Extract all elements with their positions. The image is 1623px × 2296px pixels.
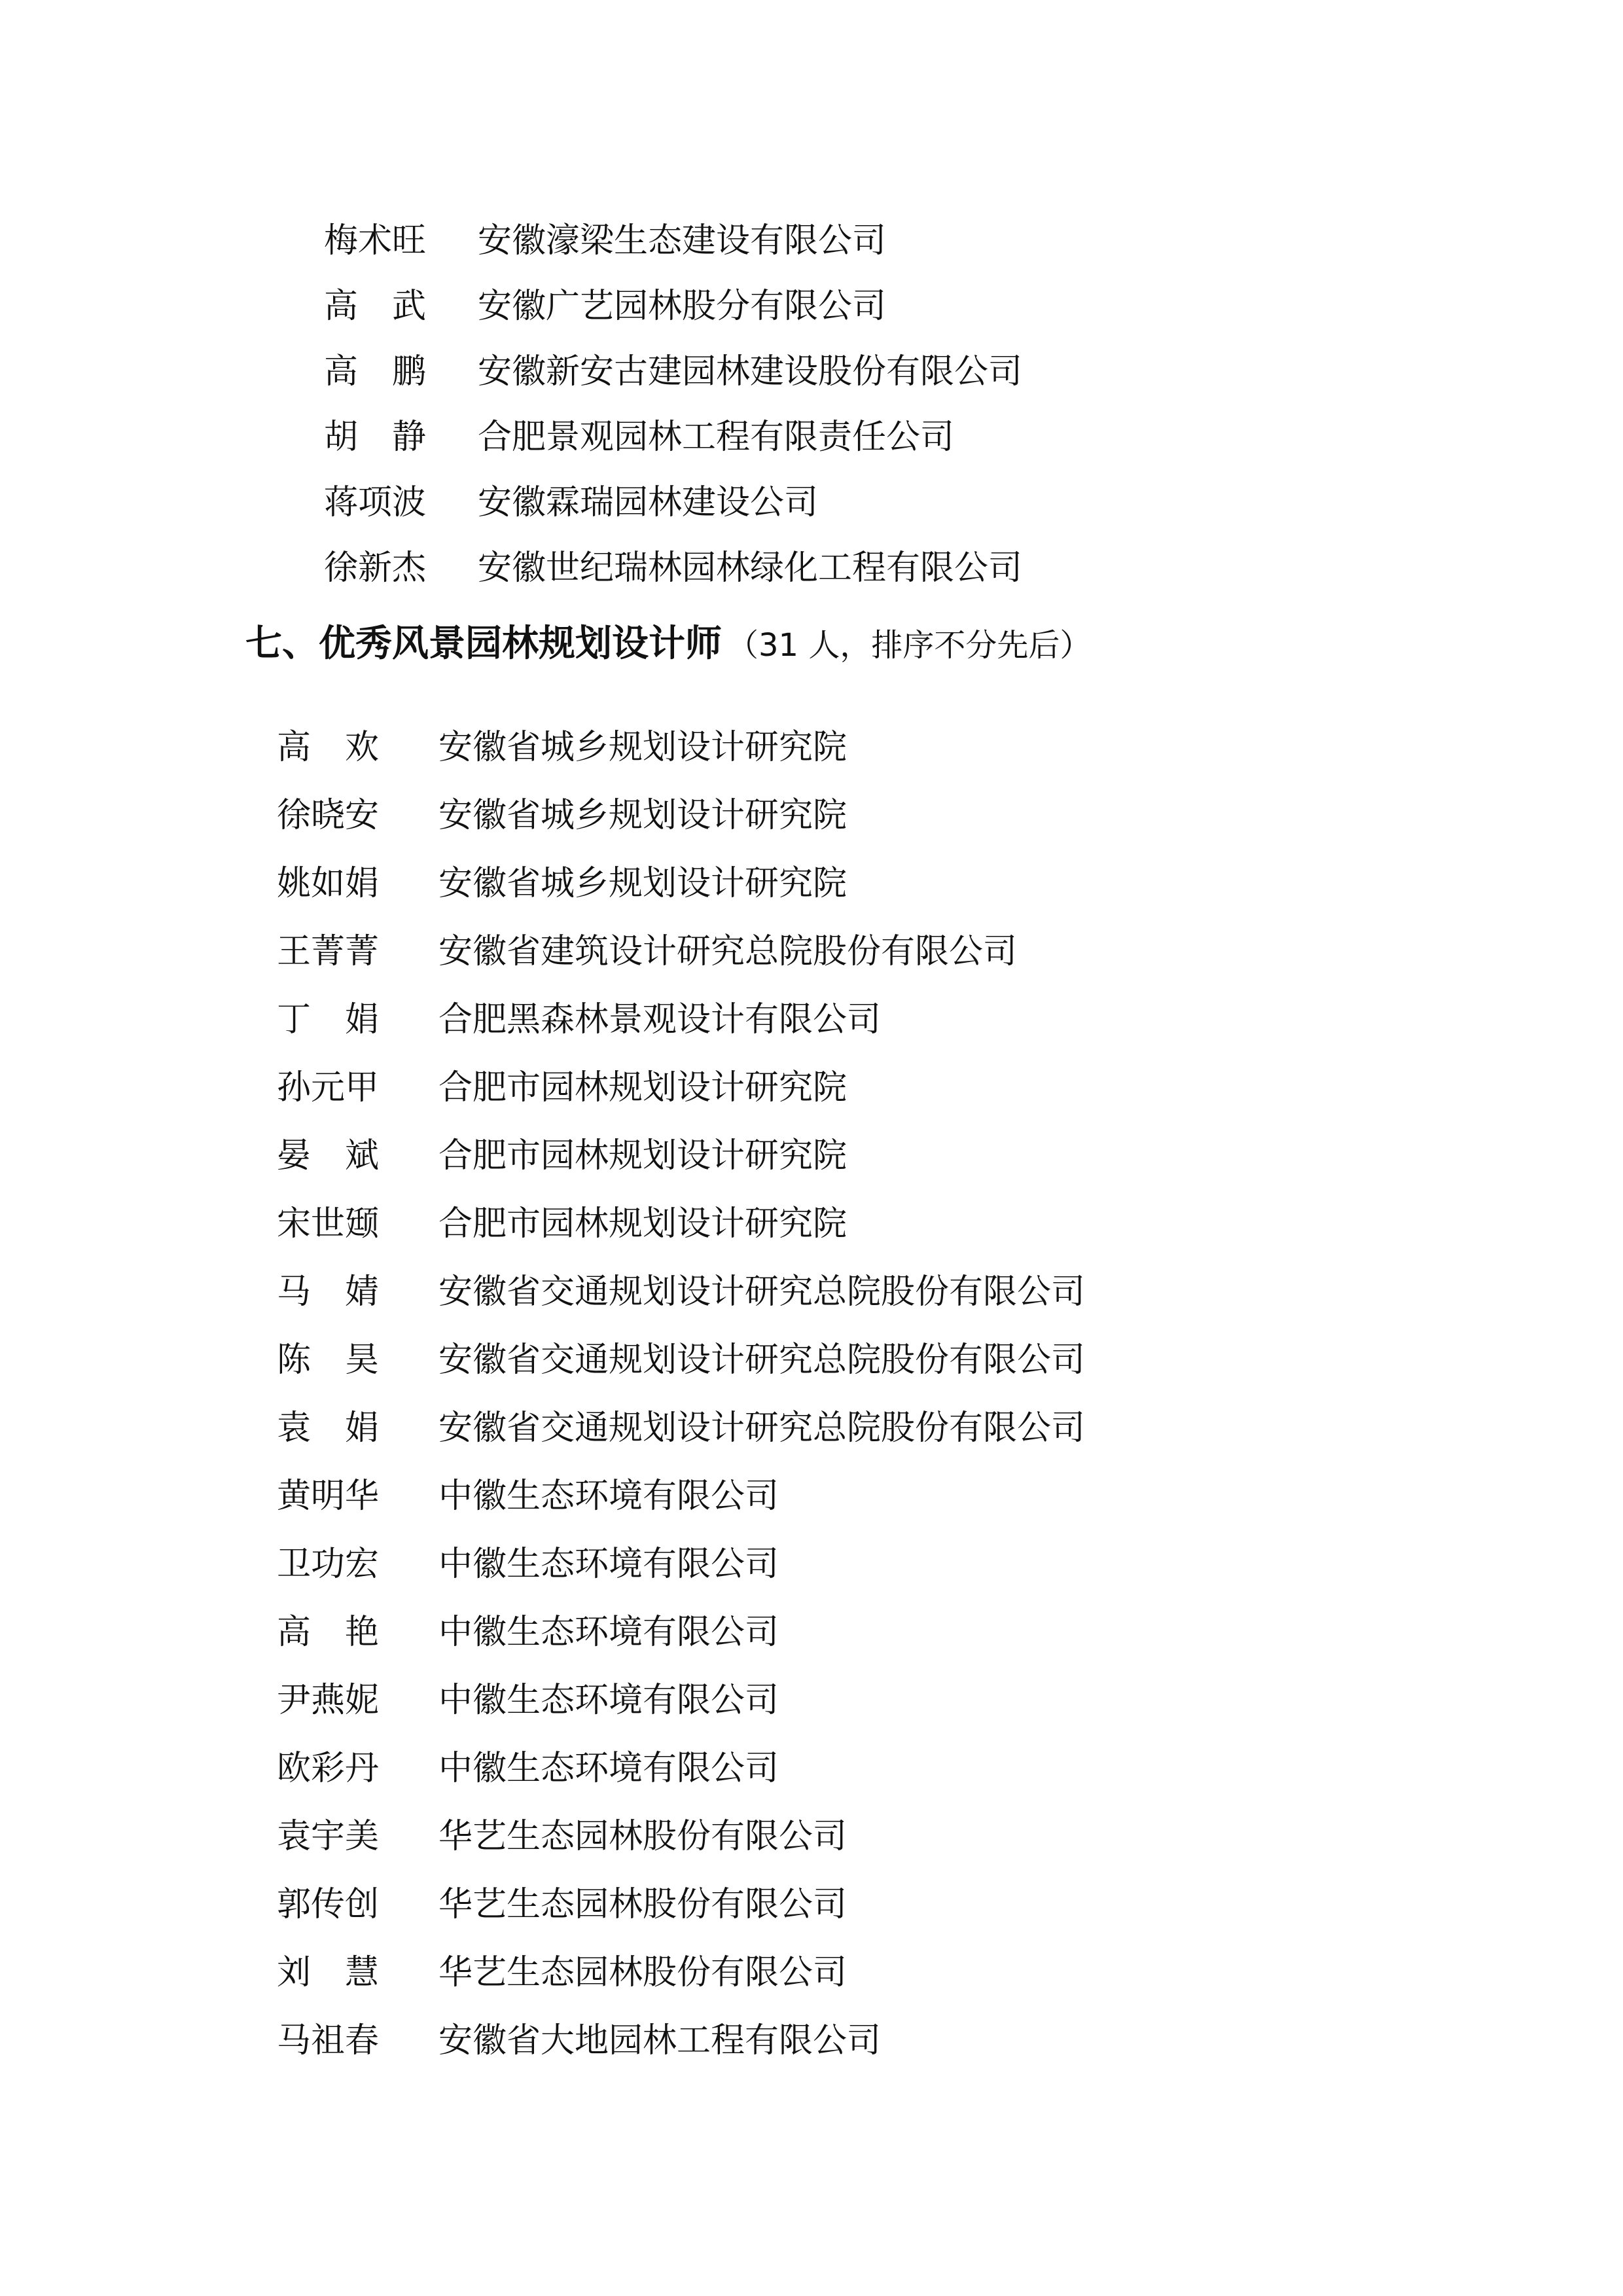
list-item <box>0 781 1085 850</box>
organization-name: 安徽广艺园林股分有限公司 <box>478 287 887 326</box>
person-name: 尹燕妮 <box>277 1681 380 1720</box>
person-name: 马祖春 <box>277 2021 380 2060</box>
person-name: 王菁菁 <box>277 932 380 971</box>
section-heading <box>245 622 1092 665</box>
organization-name: 中徽生态环境有限公司 <box>438 1477 779 1516</box>
list-item <box>0 274 1022 339</box>
list-item <box>0 404 1022 470</box>
person-name: 胡 静 <box>324 418 427 457</box>
organization-name: 合肥黑森林景观设计有限公司 <box>438 1000 882 1039</box>
list-item <box>0 918 1085 986</box>
organization-name: 安徽霖瑞园林建设公司 <box>478 483 819 522</box>
organization-name: 合肥市园林规划设计研究院 <box>438 1068 847 1107</box>
list-item <box>0 1122 1085 1190</box>
organization-name: 中徽生态环境有限公司 <box>438 1613 779 1652</box>
organization-name: 中徽生态环境有限公司 <box>438 1749 779 1788</box>
person-name: 丁 娟 <box>277 1000 380 1039</box>
organization-name: 中徽生态环境有限公司 <box>438 1681 779 1720</box>
organization-name: 华艺生态园林股份有限公司 <box>438 1885 847 1924</box>
organization-name: 安徽省城乡规划设计研究院 <box>438 728 847 767</box>
person-name: 高 鹏 <box>324 352 427 391</box>
section-note: （31 人，排序不分先后） <box>727 627 1092 664</box>
person-name: 黄明华 <box>277 1477 380 1516</box>
organization-name: 安徽新安古建园林建设股份有限公司 <box>478 352 1023 391</box>
list-item <box>0 535 1022 601</box>
organization-name: 安徽省城乡规划设计研究院 <box>438 796 847 835</box>
organization-name: 中徽生态环境有限公司 <box>438 1545 779 1584</box>
person-name: 欧彩丹 <box>277 1749 380 1788</box>
list-item <box>0 1598 1085 1666</box>
organization-name: 安徽省建筑设计研究总院股份有限公司 <box>438 932 1018 971</box>
person-name: 徐晓安 <box>277 796 380 835</box>
list-item <box>0 339 1022 404</box>
person-name: 孙元甲 <box>277 1068 380 1107</box>
person-name: 郭传创 <box>277 1885 380 1924</box>
list-item <box>0 2007 1085 2075</box>
organization-name: 华艺生态园林股份有限公司 <box>438 1817 847 1856</box>
list-item <box>0 1939 1085 2007</box>
organization-name: 安徽濠梁生态建设有限公司 <box>478 221 887 260</box>
designers-list <box>0 713 1085 2075</box>
list-item <box>0 1394 1085 1462</box>
list-item <box>0 1530 1085 1598</box>
list-item <box>0 208 1022 274</box>
organization-name: 合肥市园林规划设计研究院 <box>438 1204 847 1244</box>
person-name: 陈 昊 <box>277 1340 380 1380</box>
previous-section-list <box>0 208 1022 601</box>
organization-name: 安徽省交通规划设计研究总院股份有限公司 <box>438 1340 1086 1380</box>
organization-name: 安徽省城乡规划设计研究院 <box>438 864 847 903</box>
list-item <box>0 1258 1085 1326</box>
organization-name: 安徽世纪瑞林园林绿化工程有限公司 <box>478 548 1023 588</box>
organization-name: 安徽省交通规划设计研究总院股份有限公司 <box>438 1408 1086 1448</box>
person-name: 高 武 <box>324 287 427 326</box>
person-name: 马 婧 <box>277 1272 380 1312</box>
list-item <box>0 1190 1085 1258</box>
person-name: 袁 娟 <box>277 1408 380 1448</box>
person-name: 晏 斌 <box>277 1136 380 1175</box>
person-name: 蒋项波 <box>324 483 427 522</box>
list-item <box>0 713 1085 781</box>
organization-name: 安徽省交通规划设计研究总院股份有限公司 <box>438 1272 1086 1312</box>
list-item <box>0 1734 1085 1803</box>
organization-name: 安徽省大地园林工程有限公司 <box>438 2021 882 2060</box>
list-item <box>0 1871 1085 1939</box>
list-item <box>0 1803 1085 1871</box>
section-title: 七、优秀风景园林规划设计师 <box>245 622 722 665</box>
person-name: 徐新杰 <box>324 548 427 588</box>
organization-name: 合肥市园林规划设计研究院 <box>438 1136 847 1175</box>
list-item <box>0 470 1022 535</box>
list-item <box>0 1666 1085 1734</box>
list-item <box>0 850 1085 918</box>
person-name: 高 欢 <box>277 728 380 767</box>
person-name: 宋世颋 <box>277 1204 380 1244</box>
list-item <box>0 1462 1085 1530</box>
organization-name: 合肥景观园林工程有限责任公司 <box>478 418 955 457</box>
list-item <box>0 986 1085 1054</box>
person-name: 姚如娟 <box>277 864 380 903</box>
person-name: 梅术旺 <box>324 221 427 260</box>
organization-name: 华艺生态园林股份有限公司 <box>438 1953 847 1992</box>
person-name: 袁宇美 <box>277 1817 380 1856</box>
list-item <box>0 1326 1085 1394</box>
person-name: 高 艳 <box>277 1613 380 1652</box>
person-name: 刘 慧 <box>277 1953 380 1992</box>
person-name: 卫功宏 <box>277 1545 380 1584</box>
list-item <box>0 1054 1085 1122</box>
